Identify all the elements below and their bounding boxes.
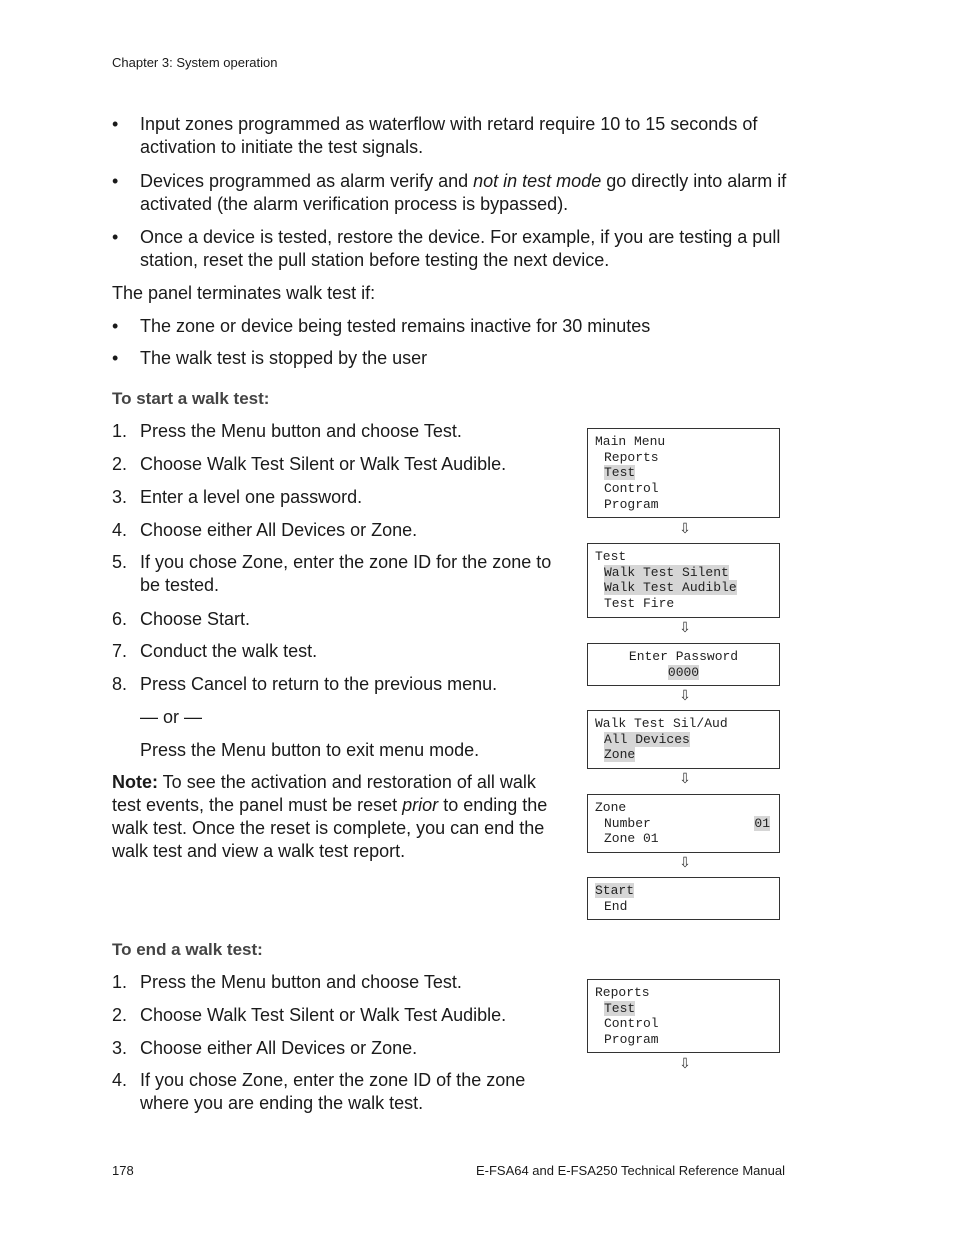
page-number: 178 xyxy=(112,1163,134,1178)
lcd-selected-item: Zone xyxy=(604,747,636,763)
bullet-text: The zone or device being tested remains inactive for 30 minutes xyxy=(140,316,651,336)
down-arrow-icon: ⇩ xyxy=(679,771,691,787)
bullet-text: The walk test is stopped by the user xyxy=(140,348,428,368)
lcd-selected-item: Walk Test Audible xyxy=(604,580,737,596)
lcd-password: Enter Password 0000 xyxy=(587,643,780,686)
down-arrow-icon: ⇩ xyxy=(679,521,691,537)
lcd-selected-item: 0000 xyxy=(667,664,700,680)
down-arrow-icon: ⇩ xyxy=(679,688,691,704)
lcd-main-menu: Main Menu Reports Test Control Program xyxy=(587,428,780,518)
lcd-zone: Zone Number 01 Zone 01 xyxy=(587,794,780,853)
down-arrow-icon: ⇩ xyxy=(679,1056,691,1072)
lcd-selected-item: 01 xyxy=(754,815,770,831)
down-arrow-icon: ⇩ xyxy=(679,620,691,636)
lcd-selected-item: Test xyxy=(604,465,636,481)
terminate-intro: The panel terminates walk test if: xyxy=(112,283,376,303)
lcd-test-menu: Test Walk Test Silent Walk Test Audible Test Fire xyxy=(587,543,780,618)
down-arrow-icon: ⇩ xyxy=(679,855,691,871)
bullet-text: Devices programmed as alarm verify and not in test mode go directly into alarm if activated (the alarm verification process is bypassed). xyxy=(140,171,787,214)
bullet-text: Input zones programmed as waterflow with retard require 10 to 15 seconds of activation to initiate the test signals. xyxy=(140,114,758,157)
bullet-dot: • xyxy=(112,227,119,247)
lcd-end-menu: Reports Test Control Program xyxy=(587,979,780,1053)
lcd-selected-item: All Devices xyxy=(604,731,690,747)
bullet-dot: • xyxy=(112,114,119,134)
lcd-selected-item: Start xyxy=(595,883,635,898)
or-separator: — or — xyxy=(140,707,203,727)
end-walk-test-heading: To end a walk test: xyxy=(112,940,263,959)
lcd-start-end: Start End xyxy=(587,877,780,920)
chapter-header: Chapter 3: System operation xyxy=(112,55,278,70)
lcd-selected-item: Walk Test Silent xyxy=(604,564,729,580)
bullet-dot: • xyxy=(112,348,119,368)
lcd-walk-test: Walk Test Sil/Aud All Devices Zone xyxy=(587,710,780,769)
bullet-dot: • xyxy=(112,316,119,336)
bullet-dot: • xyxy=(112,171,119,191)
manual-title: E-FSA64 and E-FSA250 Technical Reference Manual xyxy=(475,1163,785,1178)
start-walk-test-heading: To start a walk test: xyxy=(112,389,270,408)
bullet-text: Once a device is tested, restore the device. For example, if you are testing a pull station, reset the pull station before testing the next device. xyxy=(140,227,781,270)
exit-instruction: Press the Menu button to exit menu mode. xyxy=(140,740,480,760)
lcd-selected-item: Test xyxy=(604,1000,636,1016)
note-paragraph: Note: To see the activation and restoration of all walk test events, the panel must be reset prior to ending the walk test. Once the reset is complete, you can end the walk test and view a walk test report. xyxy=(112,772,548,861)
